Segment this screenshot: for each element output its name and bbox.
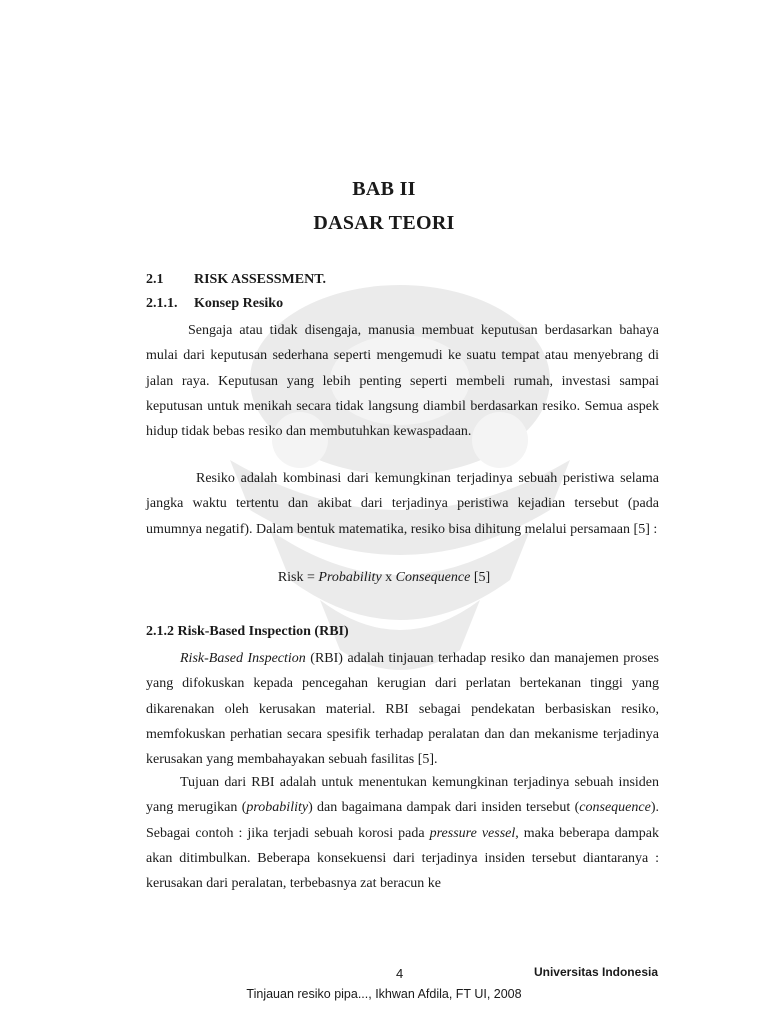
term-pressure-vessel: pressure vessel [429, 825, 516, 841]
formula-times: x [381, 570, 396, 585]
formula-reference: [5] [470, 570, 491, 585]
citation-footer: Tinjauan resiko pipa..., Ikhwan Afdila, FT UI, 2008 [246, 987, 522, 1001]
university-name: Universitas Indonesia [533, 965, 658, 979]
text-run: ). Sebagai contoh : jika terjadi sebuah korosi pada [146, 800, 659, 841]
chapter-number: BAB II [352, 178, 416, 200]
section-number: 2.1.1. [146, 296, 178, 311]
section-heading-2-1-2: 2.1.2 Risk-Based Inspection (RBI) [146, 624, 349, 639]
rbi-term: Risk-Based Inspection [180, 651, 306, 666]
paragraph-rbi-purpose [146, 770, 659, 896]
risk-formula [0, 570, 768, 586]
term-consequence: consequence [579, 800, 651, 816]
term-probability: probability [246, 800, 309, 816]
formula-probability: Probability [318, 570, 382, 585]
text-run: Tujuan dari RBI adalah untuk menentukan kemungkinan terjadinya sebuah insiden yang merugikan ( [146, 775, 659, 816]
paragraph-rbi-definition [146, 646, 659, 772]
paragraph-risk-concept: Sengaja atau tidak disengaja, manusia membuat keputusan berdasarkan bahaya mulai dari keputusan sederhana seperti mengemudi ke suatu tempat atau menyebrang di jalan raya. Keputusan yang lebih penting seperti membeli rumah, investasi sampai keputusan untuk menikah secara tidak langsung diambil berdasarkan resiko. Semua aspek hidup tidak bebas resiko dan membutuhkan kewaspadaan. [146, 323, 659, 440]
chapter-title: DASAR TEORI [313, 212, 455, 234]
text-run: , maka beberapa dampak akan ditimbulkan. Beberapa konsekuensi dari terjadinya insiden tersebut diantaranya : kerusakan dari peralatan, terbebasnya zat beracun ke [146, 825, 659, 892]
rbi-text: (RBI) adalah tinjauan terhadap resiko dan manajemen proses yang difokuskan kepada pencegahan kerugian dari perlatan bertekanan tinggi yang dikarenakan oleh kerusakan material. RBI sebagai pendekatan berbasiskan resiko, memfokuskan perhatian secara spesifik terhadap peralatan dan dan mekanisme terjadinya kerusakan yang membahayakan sebuah fasilitas [5]. [146, 651, 659, 768]
formula-consequence: Consequence [395, 570, 471, 585]
formula-risk: Risk = [277, 570, 319, 585]
text-run: ) dan bagaimana dampak dari insiden tersebut ( [308, 800, 580, 816]
section-title: Konsep Resiko [194, 296, 284, 311]
paragraph-risk-definition: Resiko adalah kombinasi dari kemungkinan terjadinya sebuah peristiwa selama jangka waktu tertentu dan akibat dari terjadinya peristiwa kejadian tersebut (pada umumnya negatif). Dalam bentuk matematika, resiko bisa dihitung melalui persamaan [5] : [146, 471, 659, 537]
section-heading-2-1-1 [146, 296, 283, 312]
section-number: 2.1 [146, 272, 164, 287]
page-number: 4 [396, 966, 404, 981]
section-title: RISK ASSESSMENT. [194, 272, 327, 287]
section-heading-2-1 [146, 272, 326, 288]
